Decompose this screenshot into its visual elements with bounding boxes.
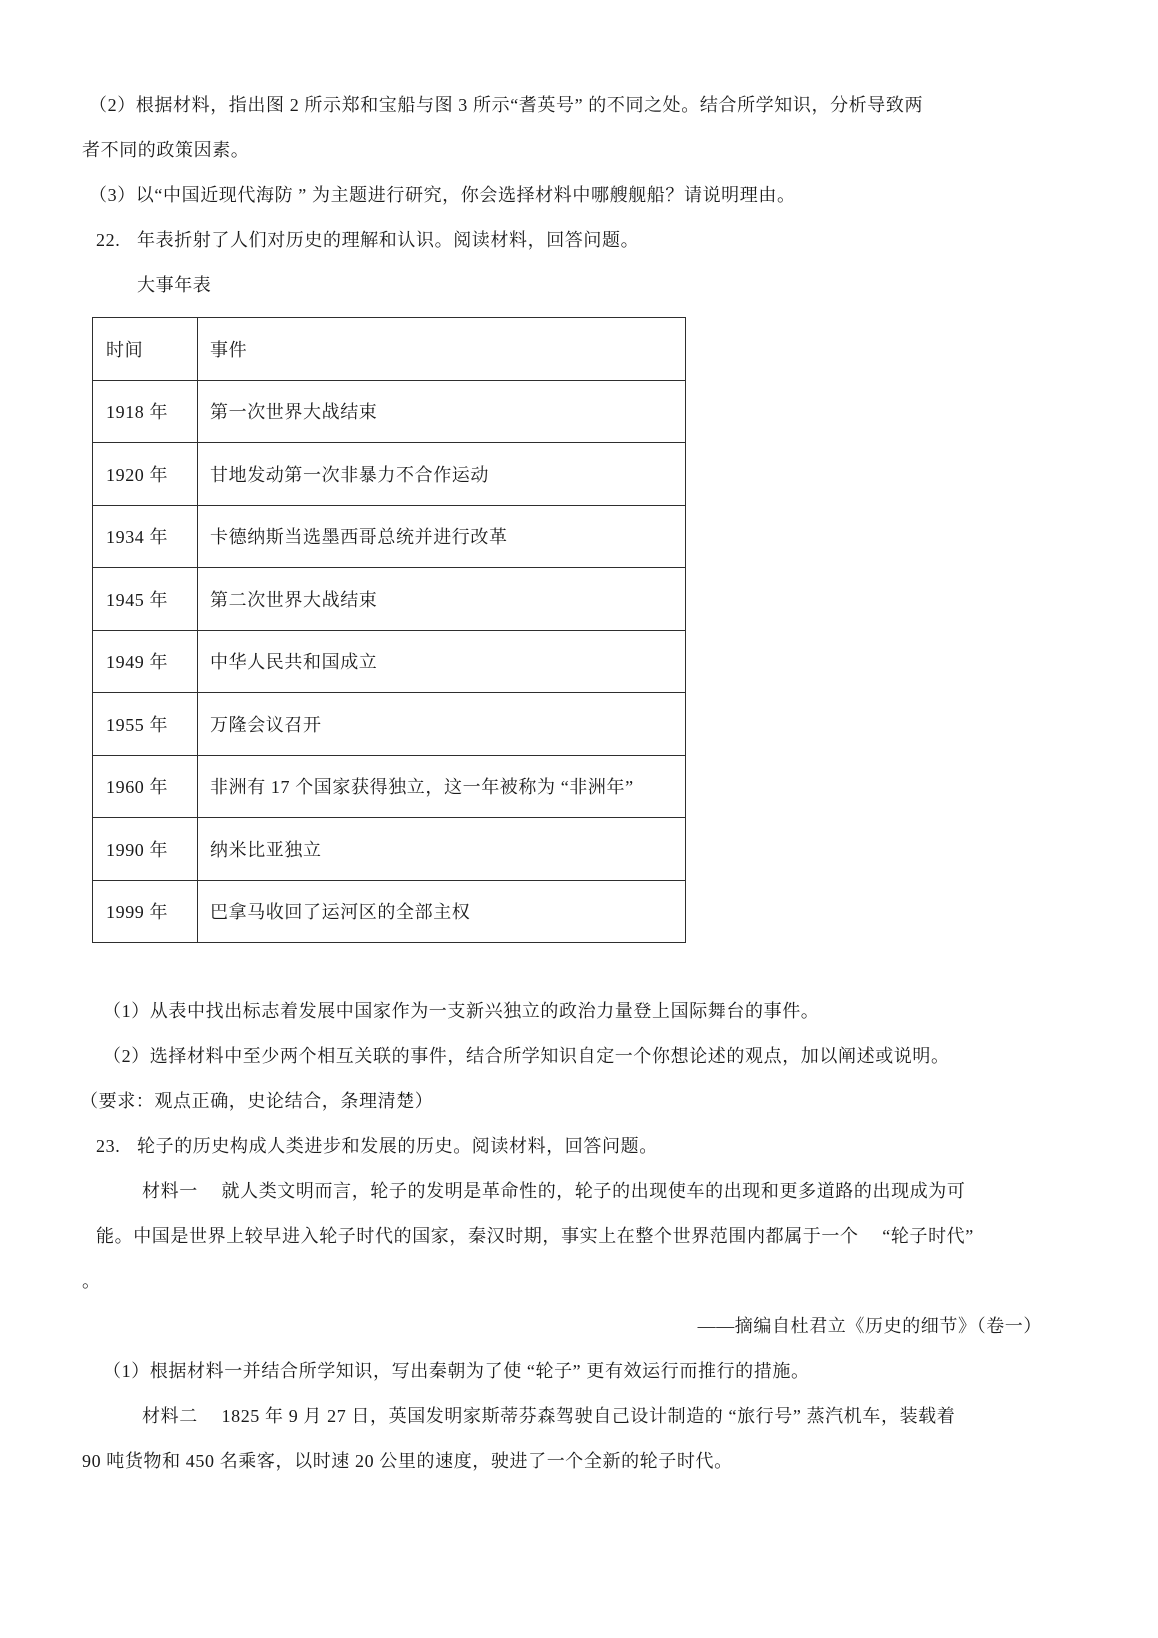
- q21-part2-line1: （2）根据材料，指出图 2 所示郑和宝船与图 3 所示“耆英号” 的不同之处。结合所学知识，分析导致两: [89, 95, 924, 115]
- table-row: [93, 818, 686, 881]
- q22-sub1: （1）从表中找出标志着发展中国家作为一支新兴独立的政治力量登上国际舞台的事件。: [103, 1001, 820, 1021]
- cell-time: 1960 年: [93, 755, 198, 818]
- cell-event: 第一次世界大战结束: [198, 380, 686, 443]
- cell-time: 1945 年: [93, 568, 198, 631]
- table-header-row: [93, 318, 686, 381]
- table-row: [93, 755, 686, 818]
- q22-sub2: （2）选择材料中至少两个相互关联的事件，结合所学知识自定一个你想论述的观点，加以阐述或说明。: [103, 1046, 950, 1066]
- cell-event: 纳米比亚独立: [198, 818, 686, 881]
- cell-event: 第二次世界大战结束: [198, 568, 686, 631]
- q23-material1-line3: 。: [82, 1271, 101, 1291]
- header-cell-event: 事件: [198, 318, 686, 381]
- table-row: [93, 693, 686, 756]
- q23-stem: [80, 1124, 1078, 1169]
- table-row: [93, 505, 686, 568]
- q22-number: 22.: [96, 230, 121, 250]
- cell-time: 1918 年: [93, 380, 198, 443]
- q23-material1-line2: 能。中国是世界上较早进入轮子时代的国家，秦汉时期，事实上在整个世界范围内都属于一个 “轮子时代”: [96, 1226, 974, 1246]
- table-row: [93, 443, 686, 506]
- q23-sub1: （1）根据材料一并结合所学知识，写出秦朝为了使 “轮子” 更有效运行而推行的措施。: [103, 1361, 810, 1381]
- cell-event: 甘地发动第一次非暴力不合作运动: [198, 443, 686, 506]
- cell-time: 1949 年: [93, 630, 198, 693]
- table-row: [93, 380, 686, 443]
- cell-time: 1934 年: [93, 505, 198, 568]
- cell-event: 万隆会议召开: [198, 693, 686, 756]
- q23-material2-line1: 材料二 1825 年 9 月 27 日，英国发明家斯蒂芬森驾驶自己设计制造的 “旅行号” 蒸汽机车，装载着: [142, 1406, 956, 1426]
- document-content: [80, 83, 1078, 1484]
- q23-stem-text: 轮子的历史构成人类进步和发展的历史。阅读材料，回答问题。: [137, 1136, 658, 1156]
- q22-requirement: （要求：观点正确，史论结合，条理清楚）: [80, 1091, 434, 1111]
- header-cell-time: 时间: [93, 318, 198, 381]
- cell-event: 巴拿马收回了运河区的全部主权: [198, 880, 686, 943]
- q22-stem: [80, 218, 1078, 263]
- cell-time: 1955 年: [93, 693, 198, 756]
- q21-part3: （3）以“中国近现代海防 ” 为主题进行研究，你会选择材料中哪艘舰船？请说明理由。: [89, 185, 796, 205]
- table-row: [93, 568, 686, 631]
- q23-material1-line1: 材料一 就人类文明而言，轮子的发明是革命性的，轮子的出现使车的出现和更多道路的出现成为可: [142, 1181, 966, 1201]
- table-row: [93, 630, 686, 693]
- q23-material1-source: ——摘编自杜君立《历史的细节》（卷一）: [697, 1316, 1042, 1336]
- events-table: [92, 317, 686, 943]
- cell-time: 1920 年: [93, 443, 198, 506]
- q23-material2-line2: 90 吨货物和 450 名乘客，以时速 20 公里的速度，驶进了一个全新的轮子时代。: [82, 1451, 733, 1471]
- q23-number: 23.: [96, 1136, 121, 1156]
- q22-stem-text: 年表折射了人们对历史的理解和认识。阅读材料，回答问题。: [137, 230, 640, 250]
- cell-event: 中华人民共和国成立: [198, 630, 686, 693]
- cell-time: 1990 年: [93, 818, 198, 881]
- cell-event: 非洲有 17 个国家获得独立，这一年被称为 “非洲年”: [198, 755, 686, 818]
- table-row: [93, 880, 686, 943]
- q21-part2-line2: 者不同的政策因素。: [82, 140, 250, 160]
- q22-table-title: 大事年表: [137, 275, 212, 295]
- cell-event: 卡德纳斯当选墨西哥总统并进行改革: [198, 505, 686, 568]
- cell-time: 1999 年: [93, 880, 198, 943]
